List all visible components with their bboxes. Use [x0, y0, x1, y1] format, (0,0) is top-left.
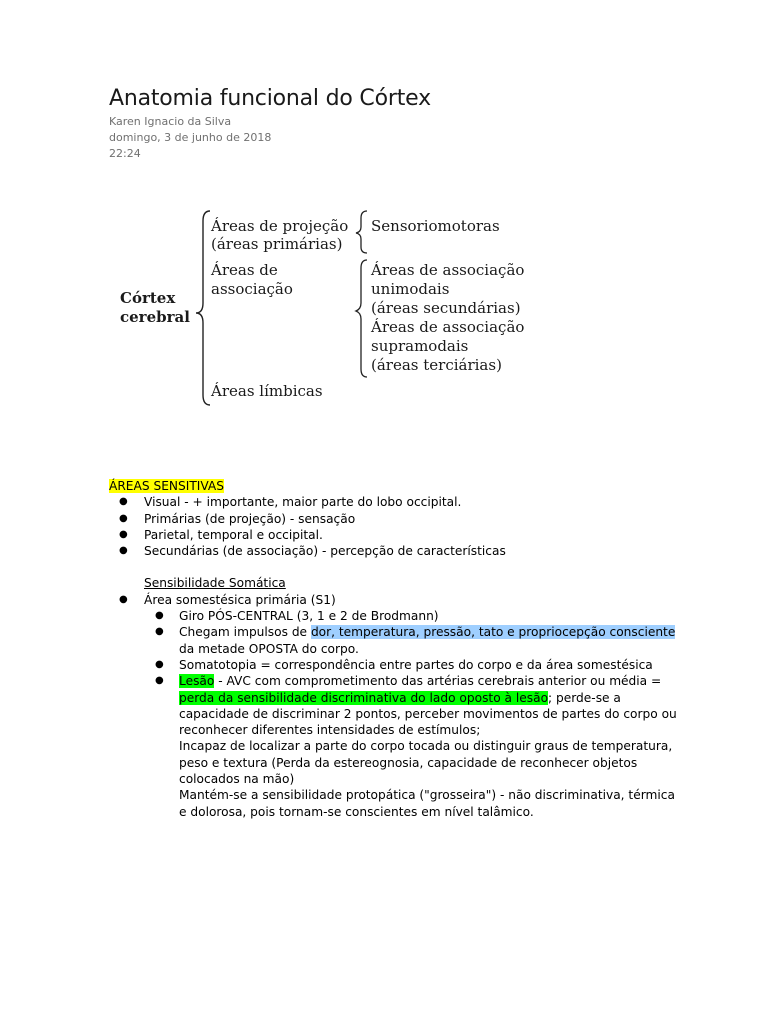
leaf-assoc-uni-line1: Áreas de associação — [371, 261, 525, 279]
list-item: ● Área somestésica primária (S1) — [119, 592, 336, 607]
bullet-icon: ● — [155, 675, 164, 687]
lesao-paragraph-3: Mantém-se a sensibilidade protopática ("grosseira") - não discriminativa, térmica e dolorosa, pois tornam-se conscientes em nível talâmico. — [179, 788, 675, 819]
author: Karen Ignacio da Silva — [109, 115, 232, 128]
branch-projecao-line1: Áreas de projeção — [211, 217, 349, 235]
list-item: ● Parietal, temporal e occipital. — [119, 527, 323, 542]
projecao-brace — [356, 211, 367, 253]
leaf-assoc-supra-line3: (áreas terciárias) — [371, 356, 502, 374]
leaf-assoc-uni-line2: unimodais — [371, 280, 450, 298]
bullet-icon: ● — [155, 610, 164, 622]
time: 22:24 — [109, 147, 141, 160]
lesao-highlight: perda da sensibilidade discriminativa do lado oposto à lesão — [179, 690, 549, 705]
list-item: ● Giro PÓS-CENTRAL (3, 1 e 2 de Brodmann) — [155, 609, 439, 624]
branch-associacao-line2: associação — [211, 280, 293, 298]
branch-projecao-line2: (áreas primárias) — [211, 235, 343, 253]
list-item: ● Chegam impulsos de dor, temperatura, pressão, tato e propriocepção consciente da metade OPOSTA do corpo. — [155, 625, 676, 656]
page-title: Anatomia funcional do Córtex — [109, 86, 431, 111]
bullet-icon: ● — [119, 593, 128, 605]
cortex-diagram — [110, 205, 530, 410]
bullet-icon: ● — [119, 512, 128, 524]
leaf-sensoriomotoras: Sensoriomotoras — [371, 217, 500, 235]
sensitive-areas-list — [109, 494, 679, 559]
leaf-assoc-supra-line1: Áreas de associação — [371, 318, 525, 336]
branch-limbicas: Áreas límbicas — [211, 382, 323, 400]
notes-content — [109, 478, 679, 820]
section-heading: ÁREAS SENSITIVAS — [109, 479, 225, 493]
bullet-icon: ● — [119, 496, 128, 508]
leaf-assoc-uni-line3: (áreas secundárias) — [371, 299, 521, 317]
list-item: ● Lesão - AVC com comprometimento das artérias cerebrais anterior ou média = perda da sensibilidade discriminativa do lado oposto à lesão; perde-se a capacidade de discriminar 2 pontos, perceber movimentos de partes do corpo ou reconhecer diferentes intensidades de estímulos; Incapaz de localizar a parte do corpo tocada ou distinguir graus de temperatura, peso e textura (Perda da estereognosia, capacidade de reconhecer objetos colocados na mão) Mantém-se a sensibilidade protopática ("grosseira") - não discriminativa, térmica e dolorosa, pois tornam-se conscientes em nível talâmico. — [109, 673, 679, 820]
lesao-label: Lesão — [179, 674, 215, 689]
bullet-icon: ● — [119, 545, 128, 557]
list-item: ● Primárias (de projeção) - sensação — [119, 511, 356, 526]
s1-sublist — [109, 608, 679, 820]
date: domingo, 3 de junho de 2018 — [109, 131, 272, 144]
list-item: ● Somatotopia = correspondência entre partes do corpo e da área somestésica — [155, 657, 653, 672]
somatic-list — [109, 592, 679, 608]
lesao-paragraph-2: Incapaz de localizar a parte do corpo tocada ou distinguir graus de temperatura, peso e textura (Perda da estereognosia, capacidade de reconhecer objetos colocados na mão) — [179, 739, 673, 787]
associacao-brace — [356, 260, 367, 377]
root-label-line2: cerebral — [120, 308, 190, 326]
subheading-sensibilidade: Sensibilidade Somática — [144, 576, 286, 591]
main-brace — [196, 211, 210, 405]
branch-associacao-line1: Áreas de — [211, 261, 278, 279]
leaf-assoc-supra-line2: supramodais — [371, 337, 469, 355]
list-item: ● Secundárias (de associação) - percepção de características — [119, 544, 506, 559]
bullet-icon: ● — [155, 658, 164, 670]
bullet-icon: ● — [155, 626, 164, 638]
bullet-icon: ● — [119, 528, 128, 540]
impulsos-highlight: dor, temperatura, pressão, tato e propriocepção consciente — [310, 625, 676, 640]
list-item: ● Visual - + importante, maior parte do lobo occipital. — [119, 495, 462, 510]
root-label-line1: Córtex — [120, 289, 176, 307]
